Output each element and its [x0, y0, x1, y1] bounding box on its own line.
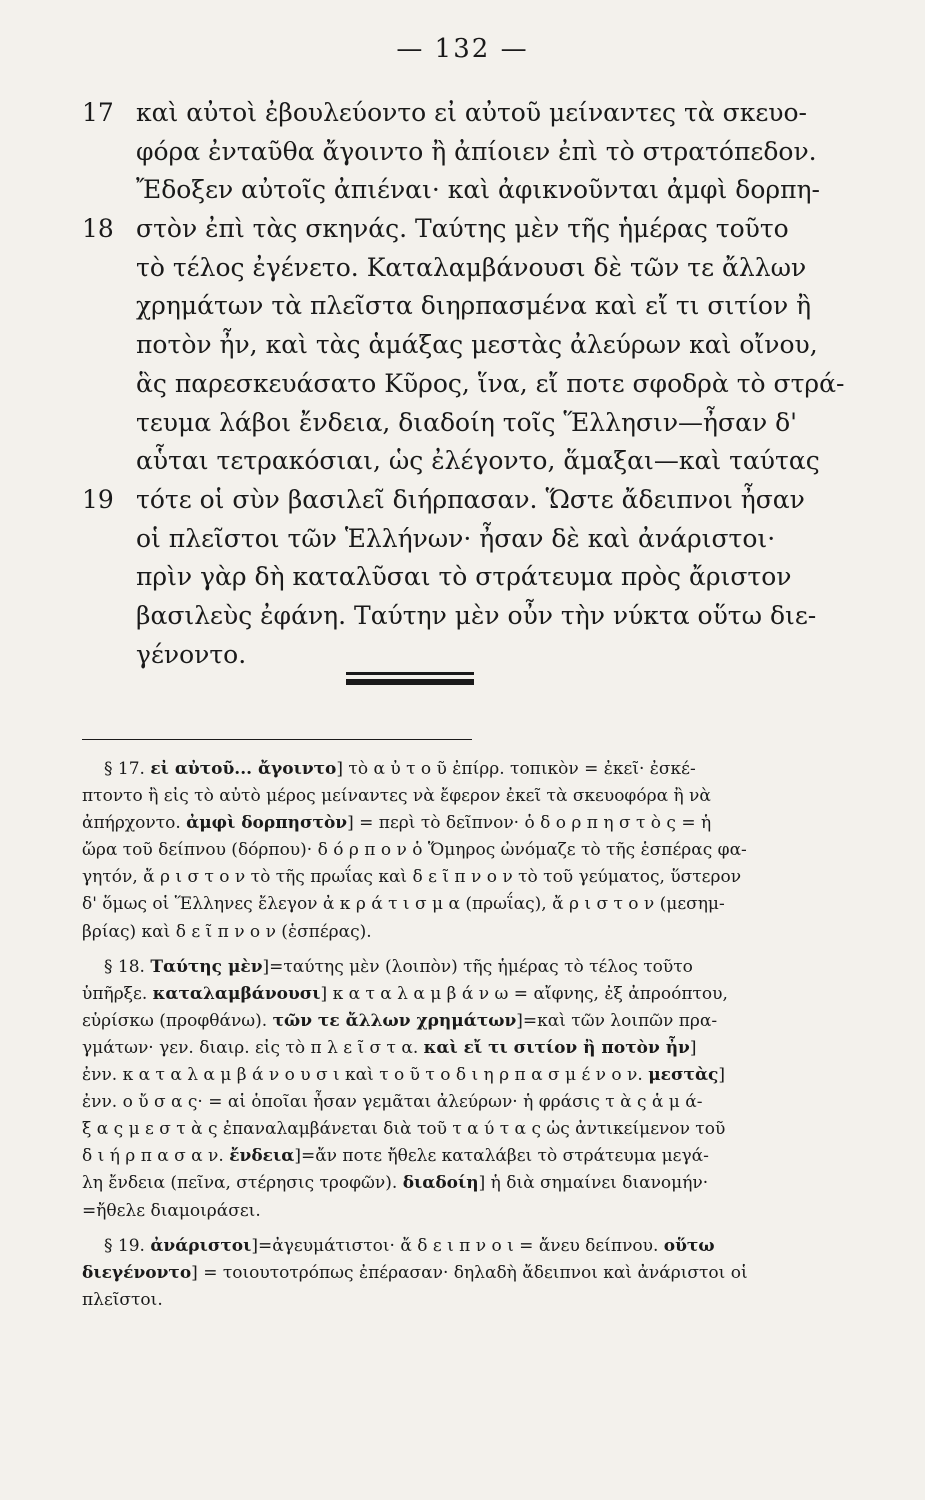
- text-line: [82, 210, 882, 249]
- note-line: εὑρίσκω (προφθάνω). τῶν τε ἄλλων χρημάτων]=καὶ τῶν λοιπῶν πρα-: [82, 1010, 718, 1031]
- text-line-content: χρημάτων τὰ πλεῖστα διηρπασμένα καὶ εἴ τι σιτίον ἢ: [136, 291, 812, 321]
- note-line: πλεῖστοι.: [82, 1289, 163, 1310]
- text-line: [82, 94, 882, 133]
- text-line: [82, 287, 882, 326]
- note-line: § 19. ἀνάριστοι]=ἀγευμάτιστοι· ἄ δ ε ι π ν ο ι = ἄνευ δείπνου. οὕτω: [104, 1235, 715, 1256]
- note-line: βρίας) καὶ δ ε ῖ π ν ο ν (ἑσπέρας).: [82, 921, 372, 942]
- note-line: δ ι ή ρ π α σ α ν. ἔνδεια]=ἄν ποτε ἤθελε καταλάβει τὸ στράτευμα μεγά-: [82, 1146, 709, 1167]
- text-line: [82, 558, 882, 597]
- footnote-separator: [82, 739, 472, 740]
- text-line-content: τότε οἱ σὺν βασιλεῖ διήρπασαν. Ὥστε ἄδειπνοι ἦσαν: [136, 484, 805, 514]
- text-line: [82, 520, 882, 559]
- note-line: ἀπήρχοντο. ἀμφὶ δορπηστὸν] = περὶ τὸ δεῖπνον· ὁ δ ο ρ π η σ τ ὸ ς = ἡ: [82, 813, 712, 834]
- text-line: [82, 326, 882, 365]
- commentary-notes: [82, 756, 862, 1314]
- text-line: [82, 171, 882, 210]
- note-line: § 17. εἰ αὐτοῦ... ἄγοιντο] τὸ α ὐ τ ο ῦ ἐπίρρ. τοπικὸν = ἐκεῖ· ἐσκέ-: [104, 759, 696, 779]
- note-line: λη ἔνδεια (πεῖνα, στέρησις τροφῶν). διαδοίη] ἡ διὰ σημαίνει διανομήν·: [82, 1173, 709, 1194]
- text-line-content: ποτὸν ἦν, καὶ τὰς ἁμάξας μεστὰς ἀλεύρων καὶ οἴνου,: [136, 330, 818, 360]
- note-line: ἐνν. ο ὔ σ α ς· = αἱ ὁποῖαι ἦσαν γεμᾶται ἀλεύρων· ἡ φράσις τ ὰ ς ἁ μ ά-: [82, 1092, 703, 1113]
- note-line: διεγένοντο] = τοιουτοτρόπως ἐπέρασαν· δηλαδὴ ἄδειπνοι καὶ ἀνάριστοι οἱ: [82, 1262, 748, 1283]
- note-line: =ἤθελε διαμοιράσει.: [82, 1200, 261, 1221]
- text-line: [82, 597, 882, 636]
- section-number: 18: [82, 214, 114, 244]
- page-number: — 132 —: [396, 34, 529, 64]
- text-line-content: πρὶν γὰρ δὴ καταλῦσαι τὸ στράτευμα πρὸς ἄριστον: [136, 562, 792, 592]
- note-line: δ' ὅμως οἱ Ἕλληνες ἔλεγον ἀ κ ρ ά τ ι σ μ α (πρωΐας), ἄ ρ ι σ τ ο ν (μεσημ-: [82, 894, 725, 915]
- text-line-content: καὶ αὐτοὶ ἐβουλεύοντο εἰ αὐτοῦ μείναντες τὰ σκευο-: [136, 98, 807, 127]
- note-line: ξ α ς μ ε σ τ ὰ ς ἐπαναλαμβάνεται διὰ τοῦ τ α ύ τ α ς ὡς ἀντικείμενον τοῦ: [82, 1119, 726, 1140]
- text-line-content: βασιλεὺς ἐφάνη. Ταύτην μὲν οὖν τὴν νύκτα οὕτω διε-: [136, 600, 817, 630]
- text-line-content: οἱ πλεῖστοι τῶν Ἑλλήνων· ἦσαν δὲ καὶ ἀνάριστοι·: [136, 523, 776, 553]
- text-line: [82, 133, 882, 172]
- text-line-content: ἃς παρεσκευάσατο Κῦρος, ἵνα, εἴ ποτε σφοδρὰ τὸ στρά-: [136, 368, 845, 398]
- note-line: γμάτων· γεν. διαιρ. εἰς τὸ π λ ε ῖ σ τ α. καὶ εἴ τι σιτίον ἢ ποτὸν ἦν]: [82, 1037, 697, 1058]
- note-line: § 18. Ταύτης μὲν]=ταύτης μὲν (λοιπὸν) τῆς ἡμέρας τὸ τέλος τοῦτο: [104, 956, 693, 977]
- text-line-content: φόρα ἐνταῦθα ἄγοιντο ἢ ἀπίοιεν ἐπὶ τὸ στρατόπεδον.: [136, 136, 817, 166]
- text-line: [82, 636, 882, 675]
- text-line: [82, 442, 882, 481]
- text-line: [82, 249, 882, 288]
- note-line: ἐνν. κ α τ α λ α μ β ά ν ο υ σ ι καὶ τ ο ῦ τ ο δ ι η ρ π α σ μ έ ν ο ν. μεστὰς]: [82, 1065, 726, 1086]
- text-line: [82, 481, 882, 520]
- section-number: 17: [82, 98, 114, 127]
- text-line-content: τὸ τέλος ἐγένετο. Καταλαμβάνουσι δὲ τῶν τε ἄλλων: [136, 252, 807, 282]
- text-line: [82, 404, 882, 443]
- text-line-content: Ἔδοξεν αὐτοῖς ἀπιέναι· καὶ ἀφικνοῦνται ἀμφὶ δορπη-: [136, 175, 820, 205]
- section-number: 19: [82, 484, 114, 514]
- note-line: ὑπῆρξε. καταλαμβάνουσι] κ α τ α λ α μ β ά ν ω = αἴφνης, ἐξ ἀπροόπτου,: [82, 983, 728, 1004]
- text-line-content: τευμα λάβοι ἔνδεια, διαδοίη τοῖς Ἕλλησιν—ἦσαν δ': [136, 407, 798, 437]
- text-line-content: στὸν ἐπὶ τὰς σκηνάς. Ταύτης μὲν τῆς ἡμέρας τοῦτο: [136, 214, 789, 244]
- section-end-ornament: [346, 672, 474, 685]
- text-line: [82, 365, 882, 404]
- main-text: [82, 94, 882, 674]
- note-line: γητόν, ἄ ρ ι σ τ ο ν τὸ τῆς πρωΐας καὶ δ ε ῖ π ν ο ν τὸ τοῦ γεύματος, ὕστερον: [82, 867, 742, 888]
- text-line-content: γένοντο.: [136, 639, 247, 669]
- note-line: πτοντο ἢ εἰς τὸ αὐτὸ μέρος μείναντες νὰ ἔφερον ἐκεῖ τὰ σκευοφόρα ἢ νὰ: [82, 786, 711, 807]
- text-line-content: αὗται τετρακόσιαι, ὡς ἐλέγοντο, ἅμαξαι—καὶ ταύτας: [136, 446, 820, 476]
- note-line: ὥρα τοῦ δείπνου (δόρπου)· δ ό ρ π ο ν ὁ Ὅμηρος ὠνόμαζε τὸ τῆς ἑσπέρας φα-: [82, 840, 747, 861]
